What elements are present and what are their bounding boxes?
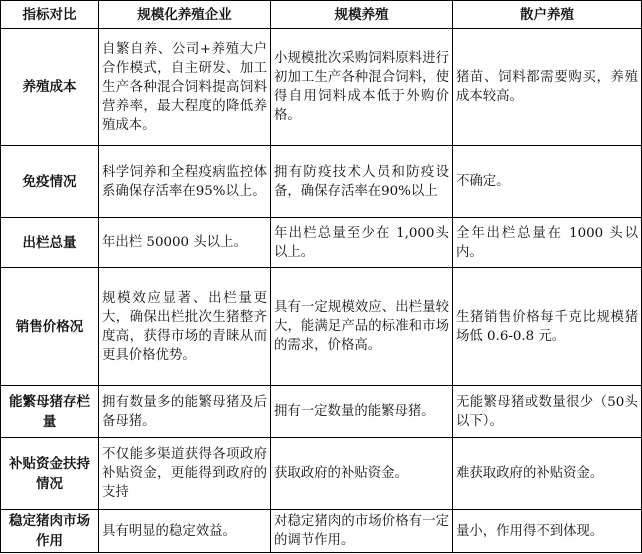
table-row xyxy=(1,218,642,268)
table-cell: 拥有一定数量的能繁母猪。 xyxy=(271,386,453,438)
table-row xyxy=(1,510,642,553)
table-row xyxy=(1,146,642,218)
header-row xyxy=(1,1,642,29)
table-cell: 生猪销售价格每千克比规模猪场低 0.6-0.8 元。 xyxy=(453,268,642,386)
table-cell: 拥有防疫技术人员和防疫设备，确保存活率在90%以上 xyxy=(271,146,453,218)
table-row xyxy=(1,438,642,510)
table-cell: 年出栏 50000 头以上。 xyxy=(99,218,271,268)
table-row xyxy=(1,386,642,438)
row-label: 养殖成本 xyxy=(1,29,99,146)
table-cell: 具有明显的稳定效益。 xyxy=(99,510,271,553)
table-cell: 年出栏总量至少在 1,000头以上。 xyxy=(271,218,453,268)
table-cell: 猪苗、饲料都需要购买，养殖成本较高。 xyxy=(453,29,642,146)
header-large-scale-enterprise: 规模化养殖企业 xyxy=(99,1,271,29)
table-cell: 对稳定猪肉的市场价格有一定的调节作用。 xyxy=(271,510,453,553)
table-cell: 全年出栏总量在 1000 头以内。 xyxy=(453,218,642,268)
row-label: 稳定猪肉市场作用 xyxy=(1,510,99,553)
table-cell: 规模效应显著、出栏量更大，确保出栏批次生猪整齐度高，获得市场的青睐从而更具价格优势。 xyxy=(99,268,271,386)
table-cell: 科学饲养和全程疫病监控体系确保存活率在95%以上。 xyxy=(99,146,271,218)
row-label: 免疫情况 xyxy=(1,146,99,218)
table-cell: 难获取政府的补贴资金。 xyxy=(453,438,642,510)
table-cell: 小规模批次采购饲料原料进行初加工生产各种混合饲料，使得自用饲料成本低于外购价格。 xyxy=(271,29,453,146)
header-scale-farming: 规模养殖 xyxy=(271,1,453,29)
table-cell: 拥有数量多的能繁母猪及后备母猪。 xyxy=(99,386,271,438)
row-label: 能繁母猪存栏量 xyxy=(1,386,99,438)
row-label: 出栏总量 xyxy=(1,218,99,268)
table-row xyxy=(1,268,642,386)
table-cell: 不确定。 xyxy=(453,146,642,218)
header-household-farming: 散户养殖 xyxy=(453,1,642,29)
table-row xyxy=(1,29,642,146)
table-cell: 量小，作用得不到体现。 xyxy=(453,510,642,553)
table-cell: 无能繁母猪或数量很少（50头以下）。 xyxy=(453,386,642,438)
table-cell: 获取政府的补贴资金。 xyxy=(271,438,453,510)
table-cell: 具有一定规模效应、出栏量较大，能满足产品的标准和市场的需求，价格高。 xyxy=(271,268,453,386)
header-indicator: 指标对比 xyxy=(1,1,99,29)
table-cell: 自繁自养、公司+养殖大户合作模式，自主研发、加工生产各种混合饲料提高饲料营养率，最大程度的降低养殖成本。 xyxy=(99,29,271,146)
table-cell: 不仅能多渠道获得各项政府补贴资金，更能得到政府的支持 xyxy=(99,438,271,510)
row-label: 补贴资金扶持情况 xyxy=(1,438,99,510)
row-label: 销售价格况 xyxy=(1,268,99,386)
